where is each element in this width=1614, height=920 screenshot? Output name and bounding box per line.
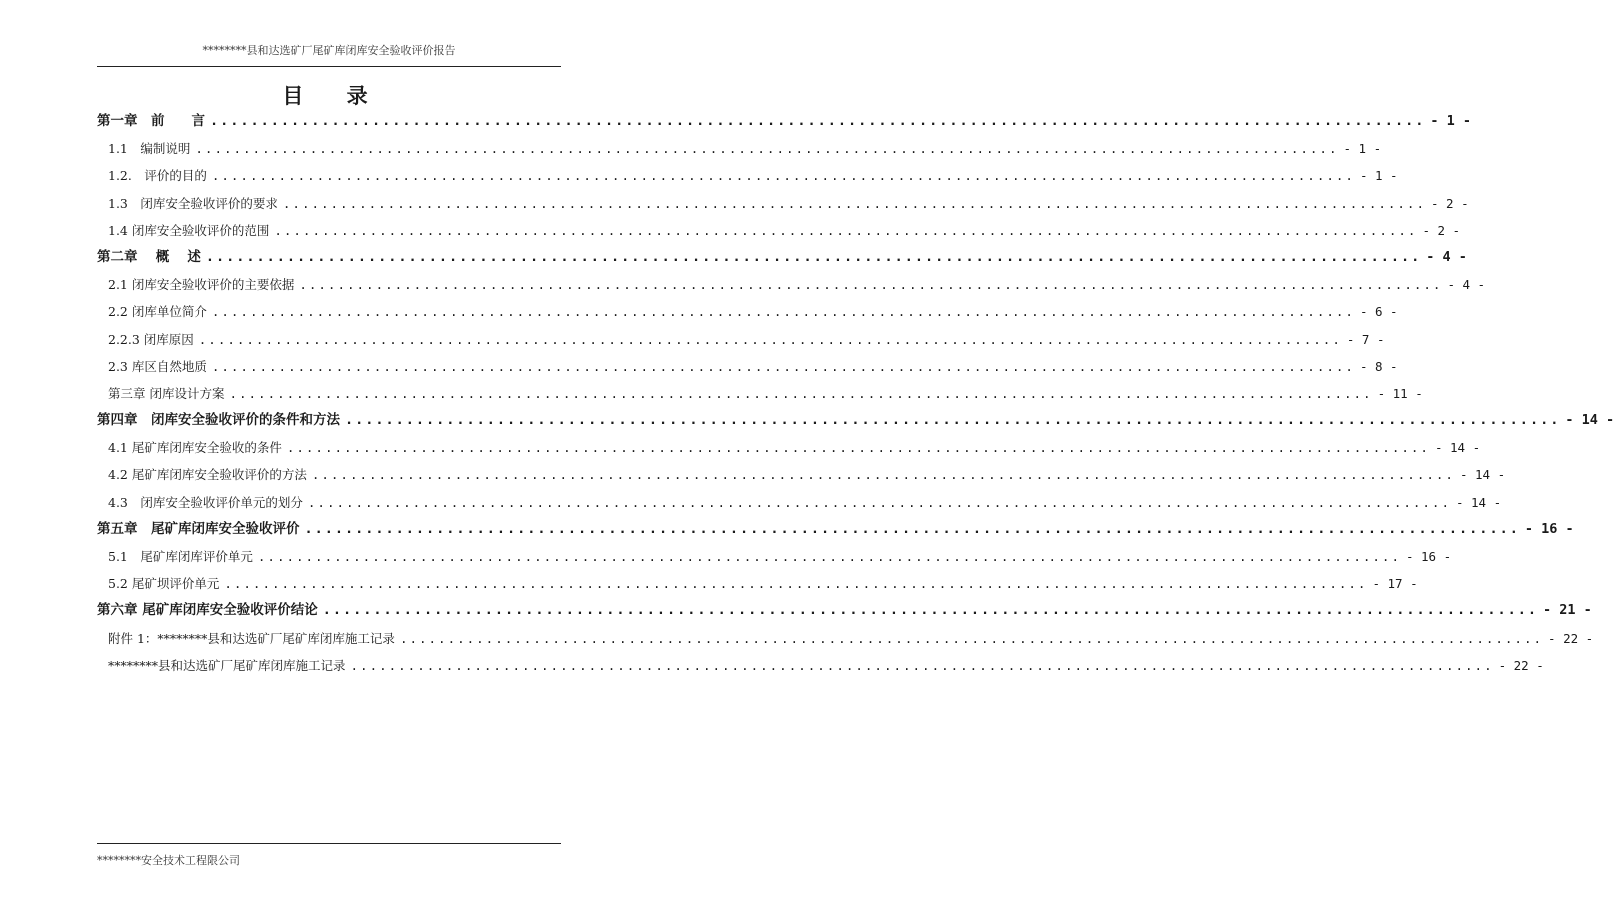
toc-dot-leader: ........................................................................................................................ <box>345 412 1561 429</box>
toc-entry[interactable] <box>97 298 1398 325</box>
toc-entry-title: 1.1 编制说明 <box>108 141 191 157</box>
toc-entry-title: 4.2 尾矿库闭库安全验收评价的方法 <box>108 467 307 483</box>
toc-page-number: - 1 - <box>1430 113 1471 129</box>
toc-page-number: - 8 - <box>1359 358 1398 374</box>
toc-page-number: - 2 - <box>1430 195 1469 211</box>
toc-entry-title: 4.1 尾矿库闭库安全验收的条件 <box>108 440 282 456</box>
toc-entry-title: 2.2.3 闭库原因 <box>108 331 194 347</box>
toc-entry[interactable] <box>97 326 1385 353</box>
toc-dot-leader: ........................................................................................................................ <box>304 520 1520 537</box>
toc-page-number: - 22 - <box>1498 657 1544 673</box>
toc-dot-leader: ........................................................................................................................ <box>229 385 1373 401</box>
toc-entry[interactable] <box>97 380 1423 407</box>
toc-entry-title: 2.2 闭库单位简介 <box>108 304 207 320</box>
toc-dot-leader: ........................................................................................................................ <box>224 576 1368 592</box>
toc-entry[interactable] <box>97 353 1398 380</box>
toc-dot-leader: ........................................................................................................................ <box>350 657 1494 673</box>
toc-dot-leader: ........................................................................................................................ <box>198 331 1342 347</box>
toc-dot-leader: ........................................................................................................................ <box>195 141 1339 157</box>
toc-dot-leader: ........................................................................................................................ <box>299 277 1443 293</box>
toc-entry-title: 2.1 闭库安全验收评价的主要依据 <box>108 277 295 293</box>
toc-entry-title: 5.1 尾矿库闭库评价单元 <box>108 549 253 564</box>
toc-page-number: - 1 - <box>1359 168 1398 184</box>
toc-dot-leader: ........................................................................................................................ <box>205 248 1422 265</box>
toc-entry[interactable] <box>97 190 1469 217</box>
toc-page-number: - 14 - <box>1434 440 1481 456</box>
page-footer: ********安全技术工程限公司 <box>97 854 240 867</box>
toc-page-number: - 14 - <box>1565 412 1614 429</box>
toc-title: 目 录 <box>282 83 386 108</box>
toc-page-number: - 14 - <box>1455 494 1502 510</box>
toc-entry[interactable] <box>97 135 1382 162</box>
toc-entry-title: 第三章 闭库设计方案 <box>108 385 225 401</box>
footer-divider <box>97 843 561 844</box>
toc-entry[interactable] <box>97 570 1418 597</box>
toc-dot-leader: ........................................................................................................................ <box>274 222 1418 238</box>
toc-page-number: - 6 - <box>1359 304 1398 320</box>
toc-entry-title: 第五章 尾矿库闭库安全验收评价 <box>97 520 300 537</box>
toc-entry[interactable] <box>97 461 1506 488</box>
toc-page-number: - 2 - <box>1422 222 1461 238</box>
toc-entry[interactable] <box>97 434 1481 461</box>
toc-entry-title: 第二章 概 述 <box>97 248 201 265</box>
toc-page-number: - 22 - <box>1548 630 1594 646</box>
toc-entry[interactable] <box>97 271 1486 298</box>
toc-entry[interactable] <box>97 516 1574 543</box>
toc-entry-title: 第六章 尾矿库闭库安全验收评价结论 <box>97 602 318 619</box>
toc-entry[interactable] <box>97 489 1502 516</box>
toc-dot-leader: ........................................................................................................................ <box>210 113 1426 129</box>
toc-page-number: - 16 - <box>1405 549 1452 564</box>
toc-dot-leader: ........................................................................................................................ <box>307 494 1451 510</box>
toc-dot-leader: ........................................................................................................................ <box>257 549 1401 564</box>
toc-entry-title: ********县和达选矿厂尾矿库闭库施工记录 <box>108 657 346 673</box>
toc-page-number: - 4 - <box>1426 248 1467 265</box>
toc-entry-title: 1.3 闭库安全验收评价的要求 <box>108 195 278 211</box>
toc-page-number: - 14 - <box>1459 467 1506 483</box>
toc-entry-title: 第一章 前 言 <box>97 113 205 129</box>
toc-entry[interactable] <box>97 543 1452 570</box>
toc-entry[interactable] <box>97 108 1471 135</box>
toc-dot-leader: ........................................................................................................................ <box>211 168 1355 184</box>
toc-dot-leader: ........................................................................................................................ <box>311 467 1455 483</box>
toc-dot-leader: ........................................................................................................................ <box>211 304 1355 320</box>
toc-entry[interactable] <box>97 244 1467 271</box>
toc-page-number: - 7 - <box>1346 331 1385 347</box>
toc-entry-title: 5.2 尾矿坝评价单元 <box>108 576 220 592</box>
page-header: ********县和达选矿厂尾矿库闭库安全验收评价报告 <box>202 44 456 57</box>
toc-page-number: - 4 - <box>1447 277 1486 293</box>
table-of-contents <box>97 108 1614 679</box>
toc-dot-leader: ........................................................................................................................ <box>211 358 1355 374</box>
toc-entry-title: 第四章 闭库安全验收评价的条件和方法 <box>97 412 340 429</box>
toc-entry-title: 1.2. 评价的目的 <box>108 168 207 184</box>
toc-entry-title: 2.3 库区自然地质 <box>108 358 207 374</box>
toc-dot-leader: ........................................................................................................................ <box>399 630 1544 646</box>
toc-page-number: - 11 - <box>1377 385 1423 401</box>
toc-entry[interactable] <box>97 625 1594 652</box>
toc-entry[interactable] <box>97 597 1592 624</box>
toc-page-number: - 16 - <box>1524 520 1574 537</box>
toc-dot-leader: ........................................................................................................................ <box>322 602 1539 619</box>
toc-entry[interactable] <box>97 162 1398 189</box>
toc-page-number: - 1 - <box>1343 141 1382 157</box>
header-divider <box>97 66 561 67</box>
toc-entry-title: 1.4 闭库安全验收评价的范围 <box>108 222 270 238</box>
toc-dot-leader: ........................................................................................................................ <box>282 195 1426 211</box>
toc-page-number: - 21 - <box>1543 602 1592 619</box>
toc-entry-title: 附件 1：********县和达选矿厂尾矿库闭库施工记录 <box>108 630 395 646</box>
toc-entry-title: 4.3 闭库安全验收评价单元的划分 <box>108 494 303 510</box>
toc-dot-leader: ........................................................................................................................ <box>286 440 1430 456</box>
toc-entry[interactable] <box>97 407 1614 434</box>
toc-page-number: - 17 - <box>1372 576 1418 592</box>
toc-entry[interactable] <box>97 217 1461 244</box>
toc-entry[interactable] <box>97 652 1544 679</box>
